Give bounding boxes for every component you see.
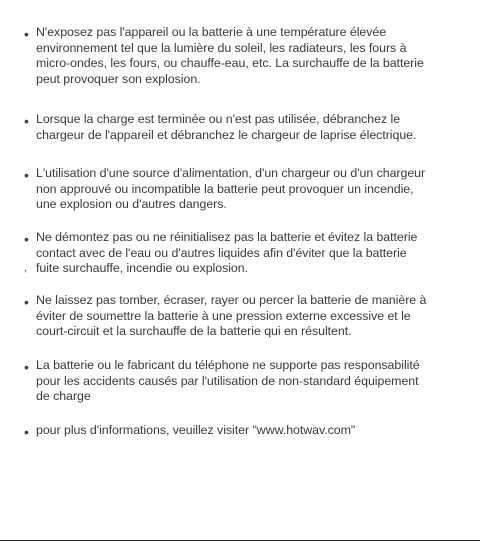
bullet-marker: •	[24, 113, 29, 129]
bullet-marker: •	[24, 26, 29, 42]
warning-line: peut provoquer son explosion.	[36, 72, 201, 87]
warning-line: micro-ondes, les fours, ou chauffe-eau, etc. La surchauffe de la batterie	[36, 56, 424, 71]
bullet-marker: •	[24, 359, 29, 375]
warning-line: La batterie ou le fabricant du téléphone ne supporte pas responsabilité	[36, 358, 420, 372]
warning-line: une explosion ou d'autres dangers.	[36, 197, 227, 212]
warning-item-drop	[0, 293, 480, 340]
warning-line: N'exposez pas l'appareil ou la batterie à une température élevée	[36, 25, 387, 39]
warning-line: fuite surchauffe, incendie ou explosion.	[36, 261, 248, 276]
warning-line: Ne laissez pas tomber, écraser, rayer ou percer la batterie de manière à	[36, 293, 427, 307]
bullet-marker: •	[24, 294, 29, 310]
warning-line: contact avec de l'eau ou d'autres liquides afin d'éviter que la batterie	[36, 245, 407, 260]
warning-line: Lorsque la charge est terminée ou n'est pas utilisée, débranchez le	[36, 112, 401, 126]
warning-item-charger	[0, 166, 480, 213]
warning-line: pour plus d'informations, veuillez visiter "www.hotwav.com"	[36, 423, 356, 437]
warning-line: L'utilisation d'une source d'alimentation, d'un chargeur ou d'un chargeur	[36, 166, 426, 180]
bullet-marker: •	[24, 167, 29, 183]
warning-item-liability	[0, 358, 480, 405]
stray-comma-mark: ,	[24, 262, 28, 274]
bullet-marker: •	[24, 424, 29, 440]
warning-item-heat	[0, 25, 480, 88]
warning-item-info	[0, 423, 480, 439]
warning-line: environnement tel que la lumière du soleil, les radiateurs, les fours à	[36, 40, 407, 55]
warning-line: pour les accidents causés par l'utilisation de non-standard équipement	[36, 373, 419, 388]
bottom-rule	[0, 540, 480, 541]
warning-line: Ne démontez pas ou ne réinitialisez pas la batterie et évitez la batterie	[36, 230, 418, 244]
warning-line: éviter de soumettre la batterie à une pression externe excessive et le	[36, 308, 411, 323]
bullet-marker: •	[24, 231, 29, 247]
warning-item-disassemble	[0, 230, 480, 277]
warning-line: chargeur de l'appareil et débranchez le chargeur de laprise électrique.	[36, 127, 417, 142]
warning-line: court-circuit et la surchauffe de la batterie qui en résultent.	[36, 324, 352, 339]
warning-line: de charge	[36, 389, 91, 404]
warning-item-unplug	[0, 112, 480, 143]
warning-line: non approuvé ou incompatible la batterie peut provoquer un incendie,	[36, 181, 414, 196]
